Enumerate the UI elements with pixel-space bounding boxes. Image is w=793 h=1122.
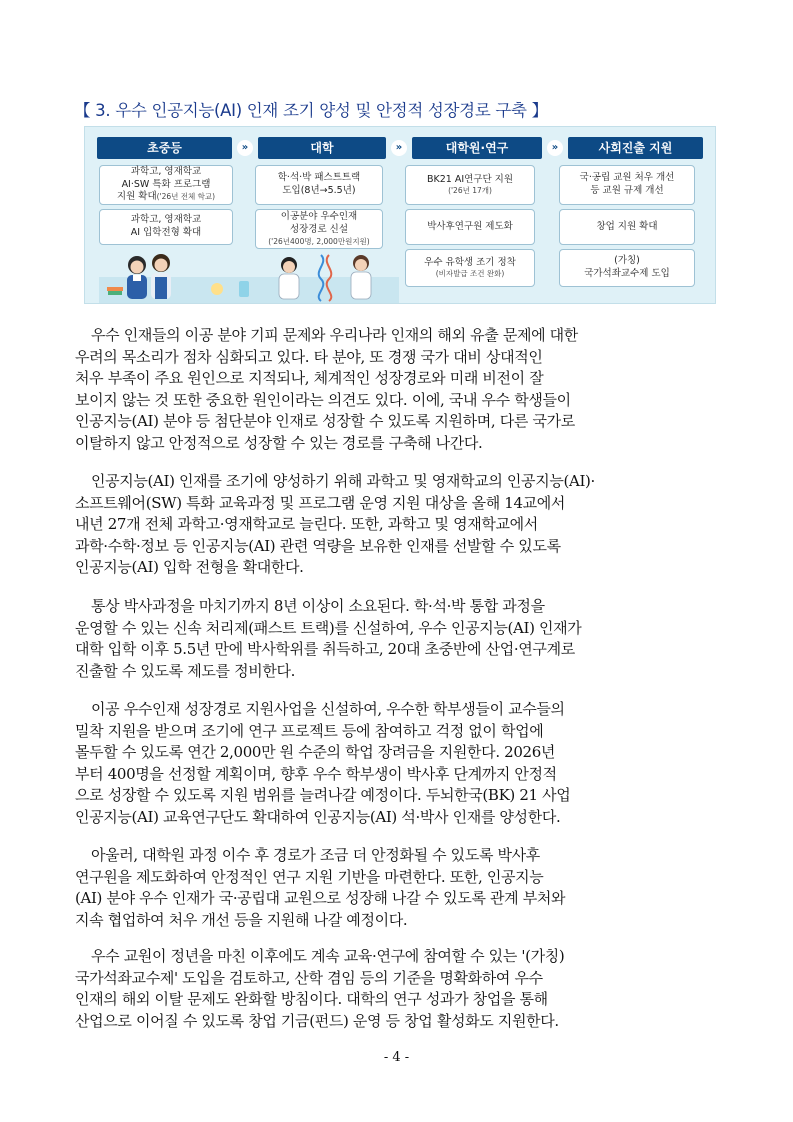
section-heading: 【 3. 우수 인공지능(AI) 인재 조기 양성 및 안정적 성장경로 구축 】 — [74, 101, 548, 120]
text-line: 우려의 목소리가 점차 심화되고 있다. 타 분야, 또 경쟁 국가 대비 상대적인 — [75, 347, 543, 366]
box-line: BK21 AI연구단 지원 — [426, 173, 514, 185]
arrow-icon: » — [237, 140, 253, 156]
paragraph-4 — [75, 699, 718, 828]
text-line: 이탈하지 않고 안정적으로 성장할 수 있는 경로를 구축해 나간다. — [75, 433, 483, 452]
box-line: AI 입학전형 확대 — [130, 227, 202, 238]
paragraph-3 — [75, 596, 718, 682]
text-line: 인공지능(AI) 분야 등 첨단분야 인재로 성장할 수 있도록 지원하며, 다른 국가로 — [75, 412, 575, 430]
university-box-growth-path — [255, 209, 383, 249]
box-note: ('26년400명, 2,000만원지원) — [268, 236, 370, 246]
text-line: 우수 인재들의 이공 분야 기피 문제와 우리나라 인재의 해외 유출 문제에 대한 — [91, 326, 578, 344]
stage-graduate: 대학원·연구 — [412, 137, 542, 159]
university-box-fast-track — [255, 165, 383, 205]
text-line: 산업으로 이어질 수 있도록 창업 기금(펀드) 운영 등 창업 활성화도 지원한다. — [75, 1011, 559, 1030]
book-icon — [107, 287, 123, 291]
text-line: 으로 성장할 수 있도록 지원 범위를 늘려나갈 예정이다. 두뇌한국(BK) 21 사업 — [75, 786, 571, 804]
graduate-box-intl-students — [405, 249, 535, 287]
students-scientists-illustration — [99, 247, 399, 303]
box-line: 도입(8년→5.5년) — [282, 185, 356, 196]
text-line: 내년 27개 전체 과학고·영재학교로 늘린다. 또한, 과학고 및 영재학교에서 — [75, 515, 538, 533]
lightbulb-icon — [211, 283, 223, 295]
text-line: 몰두할 수 있도록 연간 2,000만 원 수준의 학업 장려금을 지원한다. 2026년 — [75, 743, 556, 761]
text-line: 아울러, 대학원 과정 이수 후 경로가 조금 더 안정화될 수 있도록 박사후 — [91, 846, 540, 864]
text-line: 우수 교원이 정년을 마친 이후에도 계속 교육·연구에 참여할 수 있는 '(가칭) — [91, 947, 565, 965]
text-line: 소프트웨어(SW) 특화 교육과정 및 프로그램 운영 지원 대상을 올해 14교에서 — [75, 493, 566, 512]
text-line: 인공지능(AI) 교육연구단도 확대하여 인공지능(AI) 석·박사 인재를 양성한다. — [75, 807, 561, 826]
elementary-box-admission — [99, 209, 233, 245]
text-line: 국가석좌교수제' 도입을 검토하고, 산학 겸임 등의 기준을 명확화하여 우수 — [75, 968, 543, 987]
career-box-faculty-treatment — [559, 165, 695, 205]
text-line: 부터 400명을 선정할 계획이며, 향후 우수 학부생이 박사후 단계까지 안정적 — [75, 764, 557, 783]
paragraph-2 — [75, 471, 718, 579]
stage-university: 대학 — [258, 137, 386, 159]
text-line: 대학 입학 이후 5.5년 만에 박사학위를 취득하고, 20대 초중반에 산업·연구계로 — [75, 640, 575, 658]
box-line: 성장경로 신설 — [289, 223, 349, 235]
box-line: 등 교원 규제 개선 — [590, 185, 664, 196]
box-line: AI·SW 특화 프로그램 — [121, 178, 211, 190]
flask-icon — [239, 281, 249, 297]
stage-elementary: 초중등 — [97, 137, 232, 159]
text-line: 인공지능(AI) 입학 전형을 확대한다. — [75, 558, 304, 576]
career-box-professor-program — [559, 249, 695, 287]
paragraph-5 — [75, 845, 718, 931]
box-note: ('26년 전체 학교) — [156, 192, 216, 202]
box-line: 이공분야 우수인재 — [280, 211, 358, 223]
book-icon — [108, 291, 122, 295]
paragraph-6 — [75, 946, 718, 1032]
graduate-box-bk21 — [405, 165, 535, 205]
text-line: 보이지 않는 것 또한 중요한 원인이라는 의견도 있다. 이에, 국내 우수 학생들이 — [75, 390, 571, 409]
box-line: 우수 유학생 조기 정착 — [424, 256, 516, 268]
policy-infographic — [84, 126, 716, 304]
text-line: 지속 협업하여 처우 개선 등을 지원해 나갈 예정이다. — [75, 910, 408, 929]
box-line: 학·석·박 패스트트랙 — [277, 172, 361, 184]
scientist-figure — [351, 255, 371, 299]
graduate-box-postdoc — [405, 209, 535, 245]
arrow-icon: » — [391, 140, 407, 156]
text-line: 진출할 수 있도록 제도를 정비한다. — [75, 661, 296, 680]
box-line: 국·공립 교원 처우 개선 — [579, 172, 675, 184]
box-line: 국가석좌교수제 도입 — [584, 268, 670, 279]
career-box-startup — [559, 209, 695, 245]
text-line: (AI) 분야 우수 인재가 국·공립대 교원으로 성장해 나갈 수 있도록 관계 부처와 — [75, 889, 566, 907]
box-line: 과학고, 영재학교 — [130, 165, 202, 177]
elementary-box-specialized-program — [99, 165, 233, 205]
stage-header — [97, 137, 703, 159]
box-line — [117, 191, 215, 204]
box-line: 박사후연구원 제도화 — [427, 220, 513, 232]
text-line: 통상 박사과정을 마치기까지 8년 이상이 소요된다. 학·석·박 통합 과정을 — [91, 597, 545, 615]
box-note: (비자발급 조건 완화) — [435, 269, 505, 279]
student-figure — [127, 256, 147, 299]
stage-career: 사회진출 지원 — [568, 137, 703, 159]
text-line: 운영할 수 있는 신속 처리제(패스트 트랙)를 신설하여, 우수 인공지능(AI) 인재가 — [75, 618, 582, 637]
text-line: 처우 부족이 주요 원인으로 지적되나, 체계적인 성장경로와 미래 비전이 잘 — [75, 369, 544, 387]
text-line: 연구원을 제도화하여 안정적인 연구 지원 기반을 마련한다. 또한, 인공지능 — [75, 867, 544, 886]
arrow-icon: » — [547, 140, 563, 156]
box-line: 창업 지원 확대 — [596, 220, 658, 232]
box-note: ('26년 17개) — [448, 186, 492, 196]
text-line: 인재의 해외 이탈 문제도 완화할 방침이다. 대학의 연구 성과가 창업을 통해 — [75, 990, 548, 1008]
box-line: (가칭) — [614, 255, 640, 267]
text-line: 밀착 지원을 받으며 조기에 연구 프로젝트 등에 참여하고 걱정 없이 학업에 — [75, 721, 544, 740]
box-line-text: 지원 확대 — [116, 191, 157, 203]
page-number: - 4 - — [383, 1050, 410, 1065]
student-figure — [151, 254, 171, 299]
box-line: 과학고, 영재학교 — [130, 214, 202, 226]
paragraph-1 — [75, 325, 718, 454]
text-line: 이공 우수인재 성장경로 지원사업을 신설하여, 우수한 학부생들이 교수들의 — [91, 700, 565, 718]
text-line: 과학·수학·정보 등 인공지능(AI) 관련 역량을 보유한 인재를 선발할 수 있도록 — [75, 536, 561, 555]
scientist-figure — [279, 257, 299, 299]
text-line: 인공지능(AI) 인재를 조기에 양성하기 위해 과학고 및 영재학교의 인공지능(AI)· — [91, 472, 595, 490]
